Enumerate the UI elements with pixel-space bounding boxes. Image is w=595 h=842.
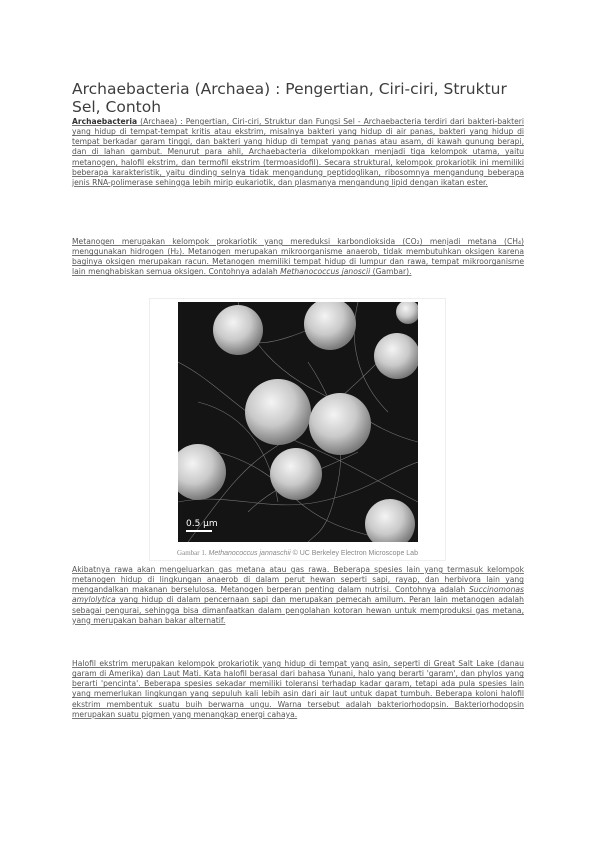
intro-bold-term: Archaebacteria bbox=[72, 117, 138, 126]
caption-lead: Gambar 1. bbox=[177, 549, 207, 557]
metanogen-2-tail: yang hidup di dalam pencernaan sapi dan merupakan pemecah amilum. Peran lain metanogen adalah sebagai pengurai, sehingga bisa dimanfaatkan dalam pengolahan kotoran hewan untuk memproduksi gas metana, yang merupakan bahan bakar alternatif. bbox=[72, 595, 524, 625]
paragraph-metanogen bbox=[72, 237, 524, 278]
metanogen-text: Metanogen merupakan kelompok prokariotik yang mereduksi karbondioksida (CO₂) menjadi metana (CH₄) menggunakan hidrogen (H₂). Metanogen merupakan mikroorganisme anaerob, tidak membutuhkan oksigen karena baginya oksigen merupakan racun. Metanogen memiliki tempat hidup di lumpur dan rawa, tempat mikroorganisme lain menghabiskan semua oksigen. Contohnya adalah bbox=[72, 237, 524, 277]
caption-species: Methanococcus jannaschii bbox=[208, 550, 291, 557]
metanogen-tail: (Gambar). bbox=[370, 267, 412, 277]
metanogen-2-text: Akibatnya rawa akan mengeluarkan gas metana atau gas rawa. Beberapa spesies lain yang termasuk kelompok metanogen hidup di lingkungan anaerob di dalam perut hewan seperti sapi, rayap, dan herbivora lain yang mengandalkan makanan berselulosa. Metanogen berperan penting dalam nutrisi. Contohnya adalah bbox=[72, 565, 524, 595]
page-title: Archaebacteria (Archaea) : Pengertian, Ciri-ciri, Struktur Sel, Contoh bbox=[72, 80, 507, 116]
caption-credit: © UC Berkeley Electron Microscope Lab bbox=[290, 550, 418, 557]
intro-text: (Archaea) : Pengertian, Ciri-ciri, Struktur dan Fungsi Sel - Archaebacteria terdiri dari bakteri-bakteri yang hidup di tempat-tempat kritis atau ekstrim, misalnya bakteri yang hidup di air panas, bakteri yang hidup di tempat berkadar garam tinggi, dan bakteri yang hidup di tempat yang panas atau asam, di kawah gunung berapi, dan di lahan gambut. Menurut para ahli, Archaebacteria dikelompokkan menjadi tiga kelompok utama, yaitu metanogen, halofil ekstrim, dan termofil ekstrim (termoasidofil). Secara struktural, kelompok prokariotik ini memiliki beberapa karakteristik, yaitu dinding selnya tidak mengandung peptidoglikan, ribosomnya mengandung beberapa jenis RNA-polimerase sehingga lebih mirip eukariotik, dan plasmanya mengandung lipid dengan ikatan ester. bbox=[72, 117, 524, 187]
paragraph-halofil: Halofil ekstrim merupakan kelompok prokariotik yang hidup di tempat yang asin, seperti di Great Salt Lake (danau garam di Amerika) dan Laut Mati. Kata halofil berasal dari bahasa Yunani, halo yang berarti 'garam', dan phylos yang berarti 'pencinta'. Beberapa spesies sekadar memiliki toleransi terhadap kadar garam, tetapi ada pula spesies lain yang memerlukan lingkungan yang sepuluh kali lebih asin dari air laut untuk dapat tumbuh. Beberapa koloni halofil ekstrim membentuk suatu buih berwarna ungu. Warna tersebut adalah bakteriorhodopsin. Bakteriorhodopsin merupakan suatu pigmen yang menangkap energi cahaya. bbox=[72, 659, 524, 719]
figure-caption bbox=[149, 549, 446, 557]
scale-bar-label: 0.5 µm bbox=[186, 519, 218, 529]
paragraph-intro bbox=[72, 117, 524, 188]
metanogen-species: Methanococcus janoscii bbox=[280, 267, 371, 277]
metanogen-2-species: Succinomonas amylolytica bbox=[72, 585, 524, 605]
microscope-image bbox=[178, 302, 418, 542]
paragraph-metanogen-2 bbox=[72, 565, 524, 626]
